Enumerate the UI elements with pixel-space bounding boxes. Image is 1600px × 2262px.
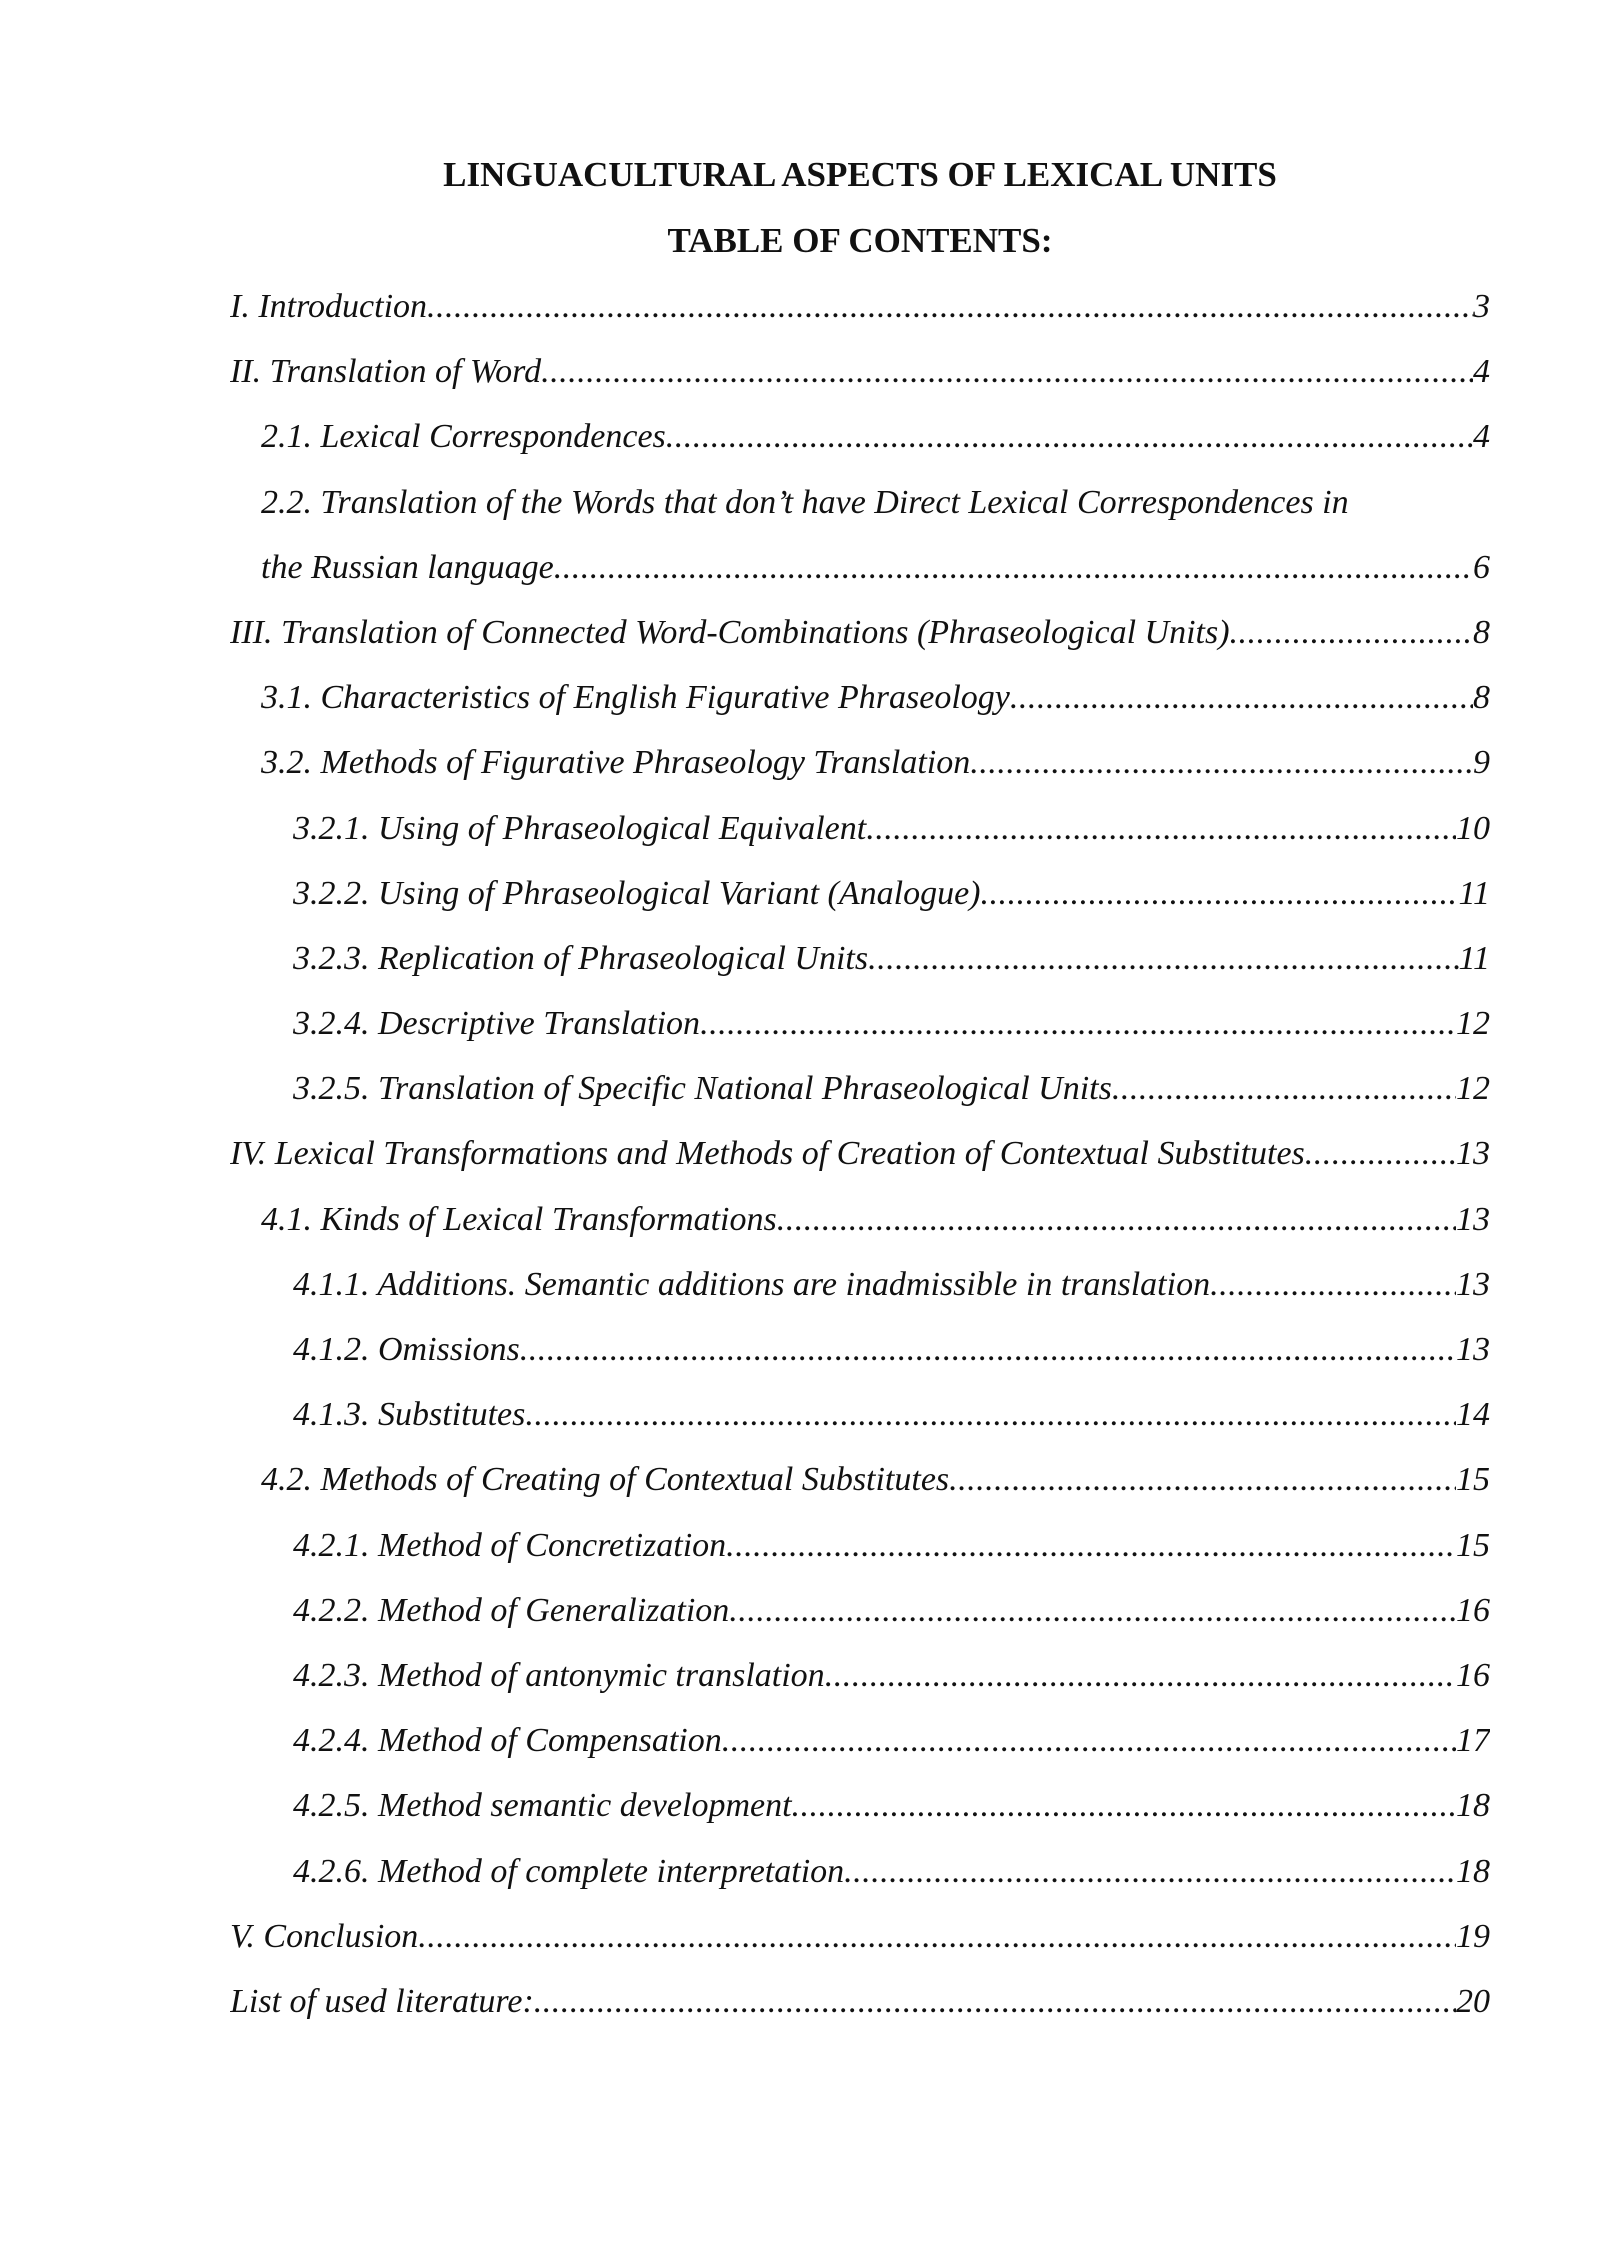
dot-leader bbox=[427, 284, 1473, 329]
dot-leader bbox=[554, 545, 1473, 590]
toc-entry[interactable] bbox=[230, 480, 1490, 545]
toc-entry-text: 3.2.3. Replication of Phraseological Units bbox=[293, 939, 869, 977]
toc-entry-text: IV. Lexical Transformations and Methods of Creation of Contextual Substitutes bbox=[230, 1135, 1305, 1173]
toc-page-number: 20 bbox=[1456, 1982, 1490, 2020]
toc-page-number: 13 bbox=[1456, 1135, 1490, 1173]
dot-leader bbox=[777, 1197, 1456, 1242]
toc-page-number: 10 bbox=[1456, 809, 1490, 847]
toc-entry-text: 4.2. Methods of Creating of Contextual Substitutes bbox=[261, 1461, 950, 1499]
toc-entry[interactable] bbox=[230, 1783, 1490, 1848]
table-of-contents bbox=[230, 284, 1490, 2044]
toc-page-number: 11 bbox=[1458, 939, 1490, 977]
document-title: LINGUACULTURAL ASPECTS OF LEXICAL UNITS bbox=[443, 155, 1277, 194]
dot-leader bbox=[666, 414, 1473, 459]
toc-entry[interactable] bbox=[230, 1262, 1490, 1327]
toc-entry[interactable] bbox=[230, 871, 1490, 936]
dot-leader bbox=[729, 1588, 1456, 1633]
toc-entry[interactable] bbox=[230, 1457, 1490, 1522]
toc-entry-text: 2.1. Lexical Correspondences bbox=[261, 418, 666, 456]
dot-leader bbox=[1112, 1066, 1456, 1111]
toc-page-number: 18 bbox=[1456, 1852, 1490, 1890]
toc-entry-text: 2.2. Translation of the Words that don’t have Direct Lexical Correspondences in bbox=[261, 483, 1349, 521]
toc-page-number: 16 bbox=[1456, 1656, 1490, 1694]
toc-page-number: 9 bbox=[1473, 744, 1490, 782]
toc-entry-text: 4.2.6. Method of complete interpretation bbox=[293, 1852, 845, 1890]
toc-page-number: 16 bbox=[1456, 1591, 1490, 1629]
toc-entry[interactable] bbox=[230, 284, 1490, 349]
toc-page-number: 8 bbox=[1473, 613, 1490, 651]
dot-leader bbox=[970, 740, 1473, 785]
toc-page-number: 17 bbox=[1456, 1722, 1490, 1760]
toc-entry-text: 3.1. Characteristics of English Figurative Phraseology bbox=[261, 679, 1010, 717]
toc-page-number: 8 bbox=[1473, 679, 1490, 717]
toc-entry-text: 3.2.5. Translation of Specific National Phraseological Units bbox=[293, 1070, 1112, 1108]
toc-entry[interactable] bbox=[230, 1197, 1490, 1262]
dot-leader bbox=[792, 1783, 1456, 1828]
toc-entry-text: I. Introduction bbox=[230, 288, 428, 325]
toc-entry[interactable] bbox=[230, 349, 1490, 414]
toc-entry-text: 3.2.2. Using of Phraseological Variant (Analogue) bbox=[293, 874, 981, 912]
toc-entry-text: the Russian language bbox=[261, 548, 554, 586]
toc-entry-text: 4.1.3. Substitutes bbox=[293, 1396, 526, 1434]
toc-entry-text: 4.2.3. Method of antonymic translation bbox=[293, 1656, 825, 1694]
toc-entry[interactable] bbox=[230, 675, 1490, 740]
toc-page-number: 12 bbox=[1456, 1005, 1490, 1043]
toc-entry[interactable] bbox=[230, 1523, 1490, 1588]
toc-entry[interactable] bbox=[230, 1327, 1490, 1392]
toc-entry[interactable] bbox=[230, 1849, 1490, 1914]
toc-entry-continuation[interactable] bbox=[230, 545, 1490, 610]
dot-leader bbox=[1230, 610, 1473, 655]
dot-leader bbox=[866, 806, 1456, 851]
toc-entry-text: 4.1. Kinds of Lexical Transformations bbox=[261, 1200, 777, 1238]
toc-page-number: 12 bbox=[1456, 1070, 1490, 1108]
toc-entry-text: 4.2.4. Method of Compensation bbox=[293, 1722, 722, 1760]
dot-leader bbox=[844, 1849, 1456, 1894]
toc-entry-text: V. Conclusion bbox=[230, 1917, 419, 1955]
toc-entry[interactable] bbox=[230, 1979, 1490, 2044]
dot-leader bbox=[726, 1523, 1456, 1568]
toc-entry-text: III. Translation of Connected Word-Combinations (Phraseological Units) bbox=[230, 613, 1230, 651]
dot-leader bbox=[700, 1001, 1456, 1046]
toc-page-number: 19 bbox=[1456, 1917, 1490, 1955]
dot-leader bbox=[525, 1392, 1456, 1437]
toc-entry-text: 3.2. Methods of Figurative Phraseology Translation bbox=[261, 744, 971, 782]
toc-entry[interactable] bbox=[230, 1914, 1490, 1979]
toc-page-number: 13 bbox=[1456, 1331, 1490, 1368]
toc-entry[interactable] bbox=[230, 1392, 1490, 1457]
toc-entry[interactable] bbox=[230, 936, 1490, 1001]
dot-leader bbox=[1010, 675, 1473, 720]
toc-entry[interactable] bbox=[230, 1066, 1490, 1131]
toc-entry[interactable] bbox=[230, 1653, 1490, 1718]
dot-leader bbox=[949, 1457, 1456, 1502]
toc-heading: TABLE OF CONTENTS: bbox=[667, 221, 1053, 260]
toc-entry[interactable] bbox=[230, 1588, 1490, 1653]
toc-page-number: 14 bbox=[1456, 1396, 1490, 1434]
dot-leader bbox=[1305, 1131, 1456, 1176]
toc-entry-text: 4.2.2. Method of Generalization bbox=[293, 1591, 730, 1629]
toc-entry-text: II. Translation of Word bbox=[230, 353, 542, 391]
dot-leader bbox=[520, 1327, 1456, 1372]
toc-entry[interactable] bbox=[230, 414, 1490, 479]
toc-page-number: 15 bbox=[1456, 1526, 1490, 1564]
dot-leader bbox=[1210, 1262, 1456, 1307]
toc-entry[interactable] bbox=[230, 740, 1490, 805]
toc-entry[interactable] bbox=[230, 1718, 1490, 1783]
toc-page-number: 11 bbox=[1458, 874, 1490, 912]
toc-entry[interactable] bbox=[230, 806, 1490, 871]
dot-leader bbox=[541, 349, 1473, 394]
toc-entry[interactable] bbox=[230, 610, 1490, 675]
toc-page-number: 6 bbox=[1473, 548, 1490, 586]
toc-page-number: 3 bbox=[1473, 288, 1490, 325]
toc-entry-text: 4.1.1. Additions. Semantic additions are inadmissible in translation bbox=[293, 1265, 1211, 1303]
toc-page-number: 4 bbox=[1473, 418, 1490, 456]
dot-leader bbox=[722, 1718, 1456, 1763]
toc-page-number: 13 bbox=[1456, 1200, 1490, 1238]
toc-entry[interactable] bbox=[230, 1131, 1490, 1196]
toc-page-number: 4 bbox=[1473, 353, 1490, 391]
toc-entry[interactable] bbox=[230, 1001, 1490, 1066]
dot-leader bbox=[868, 936, 1458, 981]
toc-entry-text: 4.1.2. Omissions bbox=[293, 1331, 520, 1368]
toc-entry-text: 3.2.4. Descriptive Translation bbox=[293, 1005, 701, 1043]
toc-entry-text: 4.2.1. Method of Concretization bbox=[293, 1526, 727, 1564]
dot-leader bbox=[981, 871, 1459, 916]
dot-leader bbox=[418, 1914, 1456, 1959]
toc-entry-text: 3.2.1. Using of Phraseological Equivalent bbox=[293, 809, 867, 847]
toc-entry-text: 4.2.5. Method semantic development bbox=[293, 1787, 792, 1825]
toc-page-number: 18 bbox=[1456, 1787, 1490, 1825]
dot-leader bbox=[825, 1653, 1456, 1698]
dot-leader bbox=[534, 1979, 1456, 2024]
toc-entry-text: List of used literature: bbox=[230, 1982, 534, 2020]
toc-page-number: 13 bbox=[1456, 1265, 1490, 1303]
toc-page-number: 15 bbox=[1456, 1461, 1490, 1499]
